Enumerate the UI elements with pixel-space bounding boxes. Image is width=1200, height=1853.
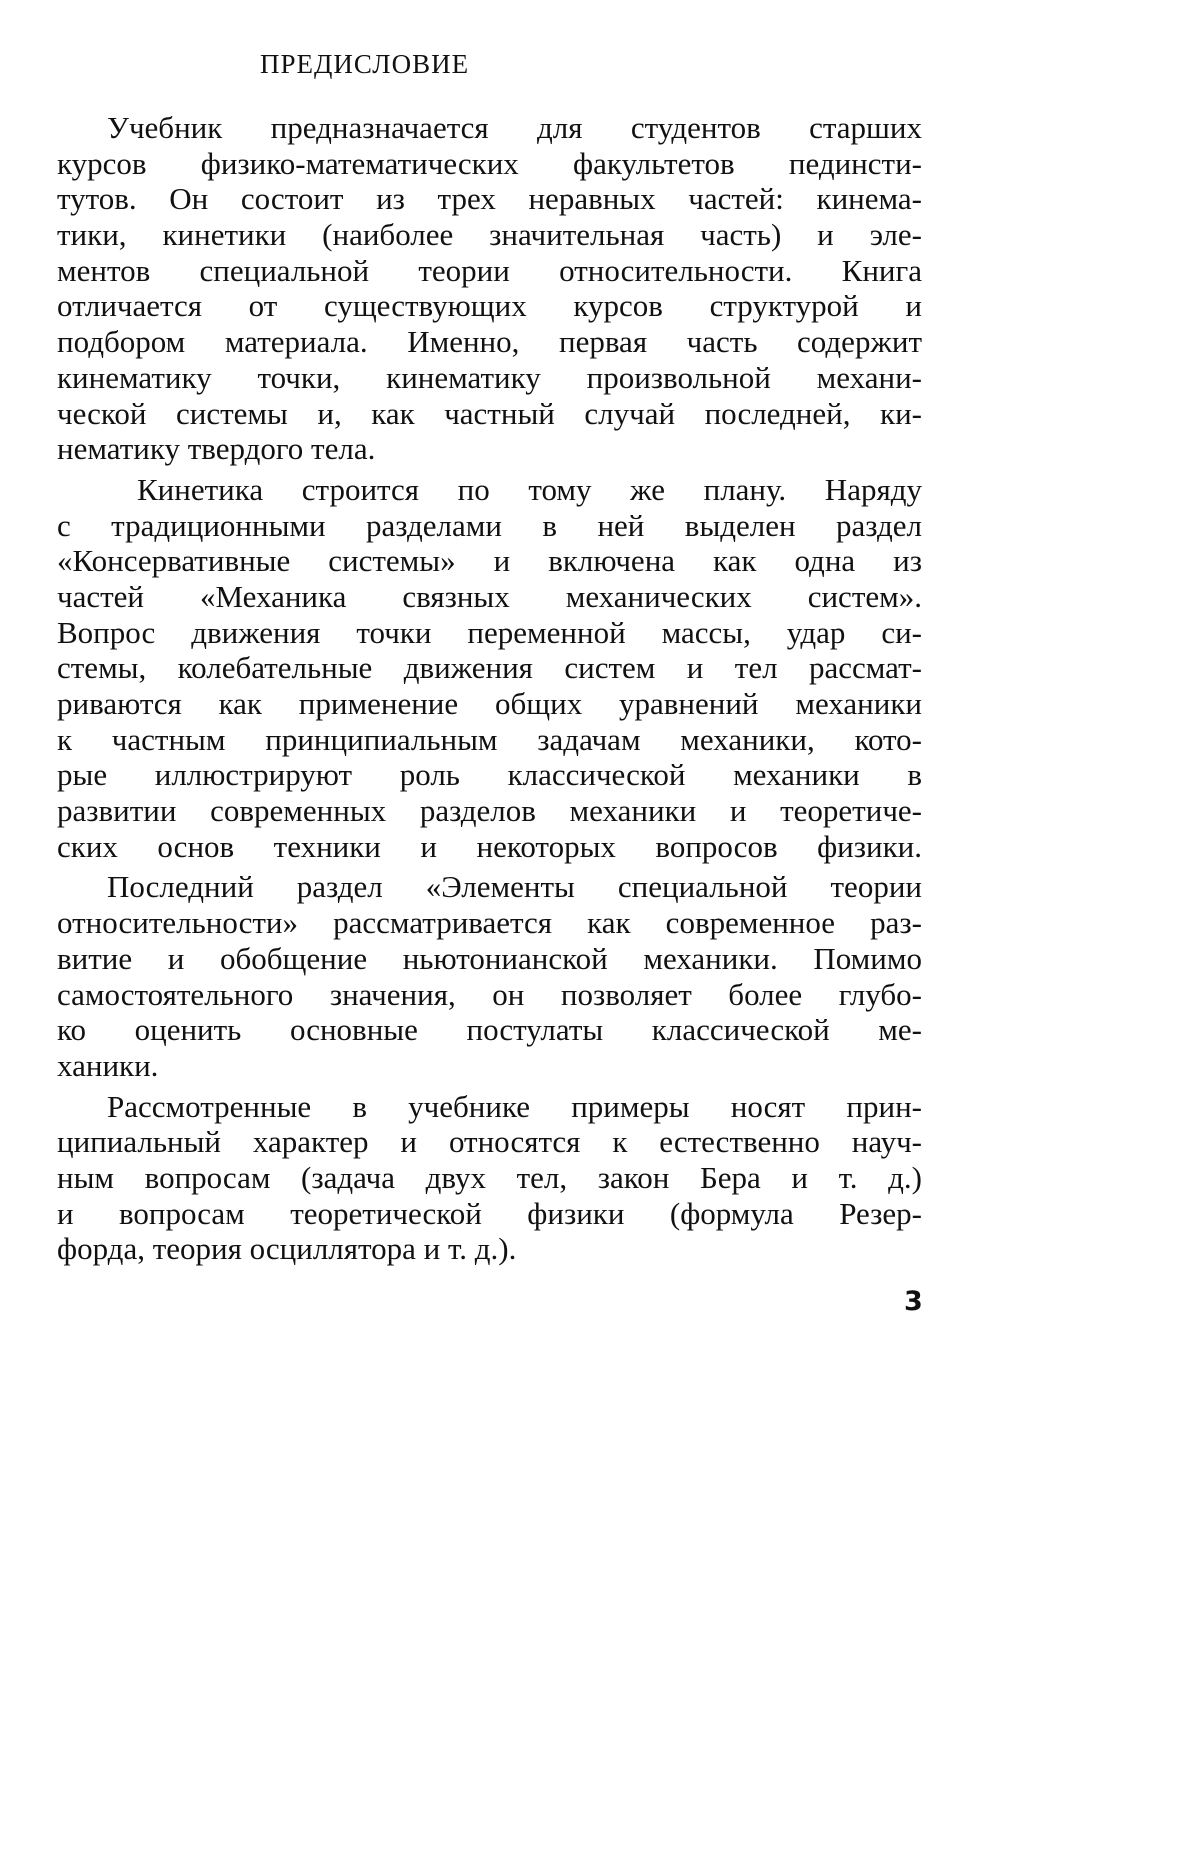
- text-line: ских основ техники и некоторых вопросов физики.: [57, 828, 922, 864]
- paragraph-4: [57, 1089, 922, 1267]
- text-line: ципиальный характер и относятся к естественно науч-: [57, 1124, 922, 1160]
- page-number: 3: [904, 1286, 923, 1317]
- text-line: кинематику точки, кинематику произвольной механи-: [57, 359, 922, 395]
- text-line: ментов специальной теории относительности. Книга: [57, 252, 922, 288]
- text-line: Вопрос движения точки переменной массы, удар си-: [57, 614, 922, 650]
- text-line: ко оценить основные постулаты классической ме-: [57, 1012, 922, 1048]
- text-line: тики, кинетики (наиболее значительная часть) и эле-: [57, 217, 922, 253]
- text-line: Учебник предназначается для студентов старших: [107, 110, 922, 145]
- text-line: ным вопросам (задача двух тел, закон Бера и т. д.): [57, 1159, 922, 1195]
- text-line: относительности» рассматривается как современное раз-: [57, 905, 922, 941]
- text-line: тутов. Он состоит из трех неравных частей: кинема-: [57, 181, 922, 217]
- text-line: ханики.: [57, 1047, 159, 1083]
- text-line: форда, теория осциллятора и т. д.).: [57, 1231, 517, 1267]
- page-heading: ПРЕДИСЛОВИЕ: [260, 49, 470, 79]
- text-line: рые иллюстрируют роль классической механики в: [57, 757, 922, 793]
- text-line: «Консервативные системы» и включена как одна из: [57, 543, 922, 579]
- text-line: Последний раздел «Элементы специальной теории: [107, 869, 922, 905]
- preface-text: [57, 110, 922, 1272]
- text-line: Рассмотренные в учебнике примеры носят прин-: [107, 1088, 922, 1124]
- paragraph-2: [57, 472, 922, 865]
- text-line: витие и обобщение ньютонианской механики. Помимо: [57, 940, 922, 976]
- text-line: стемы, колебательные движения систем и тел рассмат-: [57, 650, 922, 686]
- text-line: ческой системы и, как частный случай последней, ки-: [57, 395, 922, 431]
- text-line: нематику твердого тела.: [57, 431, 376, 467]
- text-line: с традиционными разделами в ней выделен раздел: [57, 507, 922, 543]
- text-line: развитии современных разделов механики и теоретиче-: [57, 793, 922, 829]
- paragraph-1: [57, 110, 922, 467]
- text-line: подбором материала. Именно, первая часть содержит: [57, 324, 922, 360]
- paragraph-3: [57, 869, 922, 1083]
- text-line: отличается от существующих курсов структурой и: [57, 288, 922, 324]
- text-line: курсов физико-математических факультетов пединсти-: [57, 145, 922, 181]
- text-line: и вопросам теоретической физики (формула Резер-: [57, 1195, 922, 1231]
- text-line: риваются как применение общих уравнений механики: [57, 686, 922, 721]
- text-line: частей «Механика связных механических систем».: [57, 578, 922, 614]
- text-line: к частным принципиальным задачам механики, кото-: [57, 721, 922, 757]
- text-line: Кинетика строится по тому же плану. Наряду: [137, 471, 922, 507]
- text-line: самостоятельного значения, он позволяет более глубо-: [57, 976, 922, 1012]
